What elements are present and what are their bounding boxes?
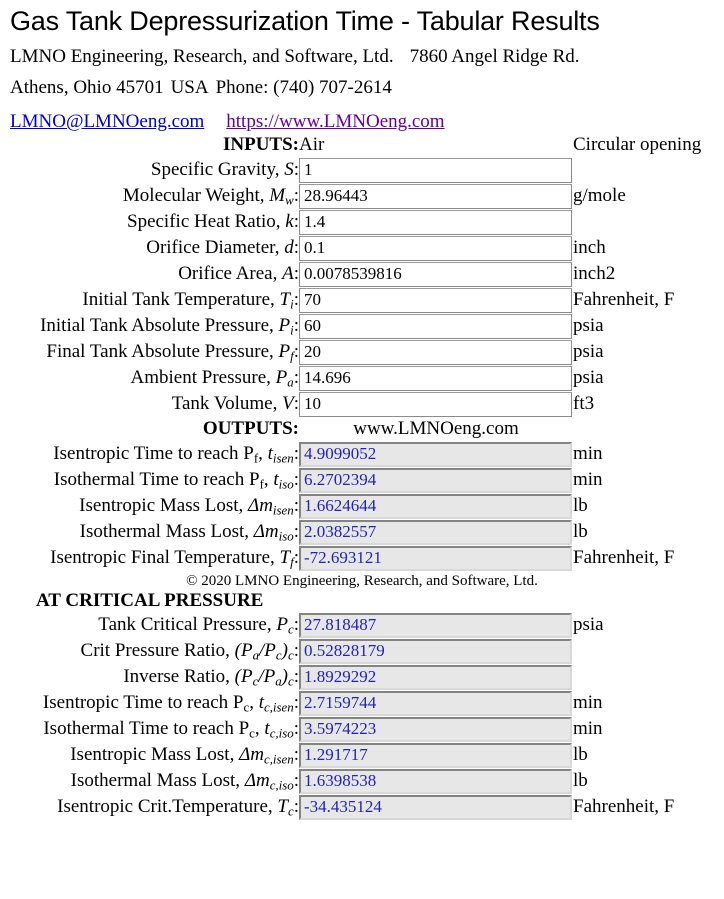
field-cell	[299, 716, 573, 742]
output-isentropic-crit-mass-lost[interactable]	[299, 743, 572, 768]
label-tank-critical-pressure: Tank Critical Pressure, $P_c$:	[98, 614, 299, 637]
field-cell	[299, 209, 573, 235]
field-cell	[299, 467, 573, 493]
field-cell	[299, 183, 573, 209]
output-isentropic-mass-lost[interactable]	[299, 494, 572, 519]
input-molecular-weight[interactable]	[299, 184, 572, 209]
label-isothermal-time-pf: Isothermal Time to reach $P_f$, $t_{iso}$:	[53, 469, 299, 492]
unit-isothermal-time-pc: min	[573, 718, 603, 739]
field-cell	[299, 493, 573, 519]
label-isothermal-time-pc: Isothermal Time to reach $P_c$, $t_{c,iso}$:	[43, 718, 299, 741]
unit-initial-tank-pressure: psia	[573, 315, 604, 336]
output-tank-critical-pressure[interactable]	[299, 613, 572, 638]
output-isothermal-time-pc[interactable]	[299, 717, 572, 742]
label-tank-volume: Tank Volume, V:	[171, 393, 299, 414]
table-row	[0, 235, 724, 261]
field-cell	[299, 545, 573, 571]
input-ambient-pressure[interactable]	[299, 366, 572, 391]
label-initial-tank-pressure: Initial Tank Absolute Pressure, $P_i$:	[40, 315, 299, 338]
unit-isothermal-mass-lost: lb	[573, 521, 588, 542]
label-ambient-pressure: Ambient Pressure, $P_a$:	[130, 367, 299, 390]
output-isothermal-time-pf[interactable]	[299, 468, 572, 493]
table-row	[0, 391, 724, 417]
unit-tank-volume: ft3	[573, 393, 595, 414]
field-cell	[299, 612, 573, 638]
field-cell	[299, 742, 573, 768]
site-label: www.LMNOeng.com	[353, 418, 519, 439]
field-cell	[299, 313, 573, 339]
output-inverse-ratio[interactable]	[299, 665, 572, 690]
company-address-line-2	[0, 77, 724, 99]
unit-isentropic-time-pc: min	[573, 692, 603, 713]
label-orifice-diameter: Orifice Diameter, d:	[146, 237, 299, 258]
unit-orifice-diameter: inch	[573, 237, 606, 258]
unit-inverse-ratio	[573, 664, 724, 690]
table-row	[0, 313, 724, 339]
field-cell	[299, 794, 573, 820]
table-row	[0, 493, 724, 519]
table-row	[0, 365, 724, 391]
label-isentropic-final-temperature: Isentropic Final Temperature, $T_f$:	[50, 547, 299, 570]
label-final-tank-pressure: Final Tank Absolute Pressure, $P_f$:	[46, 341, 299, 364]
unit-specific-gravity	[573, 157, 724, 183]
copyright-notice: © 2020 LMNO Engineering, Research, and Software, Ltd.	[186, 573, 538, 589]
unit-orifice-area: inch2	[573, 263, 616, 284]
field-cell	[299, 365, 573, 391]
company-phone: Phone: (740) 707-2614	[215, 77, 392, 98]
table-row	[0, 690, 724, 716]
field-cell	[299, 664, 573, 690]
input-specific-heat-ratio[interactable]	[299, 210, 572, 235]
field-cell	[299, 638, 573, 664]
label-isentropic-mass-lost: Isentropic Mass Lost, $\Delta m_{isen}$:	[79, 495, 299, 518]
label-isothermal-mass-lost: Isothermal Mass Lost, $\Delta m_{iso}$:	[79, 521, 299, 544]
output-isentropic-time-pc[interactable]	[299, 691, 572, 716]
field-cell	[299, 261, 573, 287]
table-row	[0, 794, 724, 820]
table-row	[0, 638, 724, 664]
label-isothermal-crit-mass-lost: Isothermal Mass Lost, $\Delta m_{c,iso}$:	[70, 770, 299, 793]
field-cell	[299, 519, 573, 545]
company-country: USA	[170, 77, 209, 98]
table-row	[0, 768, 724, 794]
unit-crit-pressure-ratio	[573, 638, 724, 664]
table-row	[0, 339, 724, 365]
label-specific-heat-ratio: Specific Heat Ratio, k:	[127, 211, 299, 232]
table-row	[0, 664, 724, 690]
company-city-state: Athens, Ohio 45701	[10, 77, 164, 98]
output-isentropic-final-temperature[interactable]	[299, 546, 572, 571]
table-row	[0, 716, 724, 742]
label-isentropic-time-pf: Isentropic Time to reach $P_f$, $t_{isen}$:	[53, 443, 299, 466]
label-initial-tank-temperature: Initial Tank Temperature, $T_i$:	[82, 289, 299, 312]
outputs-header-row	[0, 417, 724, 441]
label-orifice-area: Orifice Area, A:	[178, 263, 299, 284]
table-row	[0, 287, 724, 313]
outputs-table	[0, 417, 724, 571]
company-street: 7860 Angel Ridge Rd.	[409, 46, 580, 67]
critical-pressure-heading: AT CRITICAL PRESSURE	[36, 590, 264, 611]
unit-isentropic-final-temperature: Fahrenheit, F	[573, 547, 675, 568]
opening-note-label: Circular opening	[573, 134, 702, 155]
table-row	[0, 157, 724, 183]
label-crit-pressure-ratio: Crit Pressure Ratio, $(P_a/P_c)_c$:	[80, 640, 299, 663]
unit-initial-tank-temperature: Fahrenheit, F	[573, 289, 675, 310]
field-cell	[299, 441, 573, 467]
email-link[interactable]: LMNO@LMNOeng.com	[10, 111, 205, 132]
table-row	[0, 209, 724, 235]
label-specific-gravity: Specific Gravity, S:	[150, 159, 299, 180]
input-specific-gravity[interactable]	[299, 158, 572, 183]
unit-final-tank-pressure: psia	[573, 341, 604, 362]
unit-isentropic-mass-lost: lb	[573, 495, 588, 516]
outputs-heading: OUTPUTS:	[202, 418, 299, 439]
unit-isentropic-crit-temperature: Fahrenheit, F	[573, 796, 675, 817]
empty-cell	[573, 417, 724, 441]
field-cell	[299, 391, 573, 417]
field-cell	[299, 235, 573, 261]
unit-isothermal-crit-mass-lost: lb	[573, 770, 588, 791]
input-initial-tank-pressure[interactable]	[299, 314, 572, 339]
output-crit-pressure-ratio[interactable]	[299, 639, 572, 664]
label-isentropic-crit-temperature: Isentropic Crit.Temperature, $T_c$:	[57, 796, 299, 819]
table-row	[0, 183, 724, 209]
field-cell	[299, 287, 573, 313]
field-cell	[299, 157, 573, 183]
label-isentropic-crit-mass-lost: Isentropic Mass Lost, $\Delta m_{c,isen}$:	[70, 744, 299, 767]
input-initial-tank-temperature[interactable]	[299, 288, 572, 313]
table-row	[0, 742, 724, 768]
input-orifice-area[interactable]	[299, 262, 572, 287]
unit-isothermal-time-pf: min	[573, 469, 603, 490]
input-final-tank-pressure[interactable]	[299, 340, 572, 365]
field-cell	[299, 690, 573, 716]
field-cell	[299, 339, 573, 365]
contact-links	[0, 111, 724, 133]
output-isentropic-crit-temperature[interactable]	[299, 795, 572, 820]
inputs-heading: INPUTS:	[222, 134, 299, 155]
table-row	[0, 545, 724, 571]
unit-molecular-weight: g/mole	[573, 185, 626, 206]
gas-name-label: Air	[299, 134, 325, 155]
unit-ambient-pressure: psia	[573, 367, 604, 388]
table-row	[0, 519, 724, 545]
table-row	[0, 441, 724, 467]
output-isentropic-time-pf[interactable]	[299, 442, 572, 467]
output-isothermal-crit-mass-lost[interactable]	[299, 769, 572, 794]
company-name: LMNO Engineering, Research, and Software, Ltd.	[10, 46, 394, 67]
unit-isentropic-crit-mass-lost: lb	[573, 744, 588, 765]
table-row	[0, 261, 724, 287]
unit-isentropic-time-pf: min	[573, 443, 603, 464]
input-tank-volume[interactable]	[299, 392, 572, 417]
unit-specific-heat-ratio	[573, 209, 724, 235]
page-title: Gas Tank Depressurization Time - Tabular Results	[10, 6, 600, 36]
website-link[interactable]: https://www.LMNOeng.com	[226, 111, 445, 132]
label-molecular-weight: Molecular Weight, $M_w$:	[122, 185, 299, 208]
critical-pressure-table	[0, 612, 724, 820]
field-cell	[299, 768, 573, 794]
table-row	[0, 612, 724, 638]
label-isentropic-time-pc: Isentropic Time to reach $P_c$, $t_{c,isen}$:	[42, 692, 299, 715]
inputs-table	[0, 133, 724, 417]
input-orifice-diameter[interactable]	[299, 236, 572, 261]
inputs-header-row	[0, 133, 724, 157]
output-isothermal-mass-lost[interactable]	[299, 520, 572, 545]
company-address-line-1	[0, 46, 724, 68]
label-inverse-ratio: Inverse Ratio, $(P_c/P_a)_c$:	[123, 666, 299, 689]
table-row	[0, 467, 724, 493]
unit-tank-critical-pressure: psia	[573, 614, 604, 635]
